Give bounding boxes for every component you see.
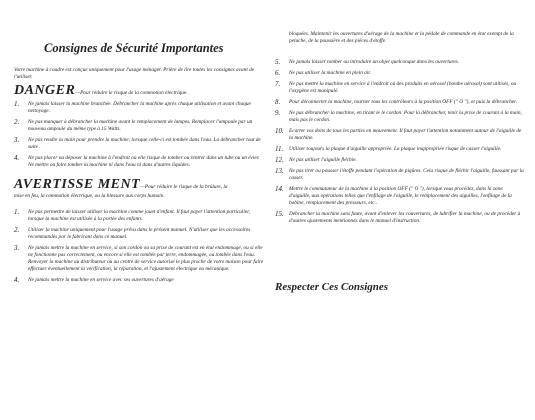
item-number: 3. [14, 136, 20, 144]
list-item [275, 99, 525, 106]
intro-paragraph: Votre machine à coudre est conçue uniquement pour l'usage ménager. Prière de lire toutes les consignes avant de l'utiliser. [14, 67, 255, 80]
continuation-text: bloquées. Maintenir les ouvertures d'aérage de la machine et la pédale de commande en état exempt de la peluche, de la poussière et des pièces d'étoffe. [289, 31, 514, 44]
list-item [275, 186, 525, 207]
item-number: 7. [275, 80, 281, 89]
list-item [275, 81, 525, 95]
item-text: Pour déconnecter la machine, tourner tous les contrôleurs à la position OFF (" O "), et puis la débrancher. [289, 99, 517, 106]
danger-list [14, 101, 266, 173]
item-text: Ne jamais mettre la machine en service, si son cordon ou sa prise de courant est en état endommagé, ou si elle ne fonctionne pas correctement, ou encore si elle est tombée par terre, endommagée, ou tombée dans l'eau. Renvoyer la machine au distributeur ou au centre de service autorisé le plus proche de votre maison pour faire effectuer éventuellement la vérification, la réparation, et l'ajustement électrique ou mécanique. [28, 245, 264, 272]
danger-heading-row [14, 81, 188, 99]
list-item [14, 277, 266, 284]
item-text: Utiliser la machine uniquement pour l'usage prévu dans le présent manuel. N'utiliser que les accessoires recommandés par le fabricant dans ce manuel. [28, 227, 251, 240]
item-number: 14. [275, 185, 284, 194]
item-number: 2. [14, 226, 20, 234]
list-item [14, 245, 266, 273]
warning-heading-row [14, 175, 227, 193]
list-item [14, 137, 266, 151]
list-item [14, 119, 266, 133]
list-item [14, 101, 266, 115]
warning-heading: AVERTISSE MENT [14, 177, 141, 192]
list-item [14, 209, 266, 223]
item-text: Ne pas tirer ou pousser l'étoffe pendant l'opération de piqûres. Cela risque de fléchir l'aiguille, faussant par la casser. [289, 168, 524, 182]
respect-heading: Respecter Ces Consignes [275, 281, 389, 293]
item-text: Mettre le commutateur de la machine à la position OFF (" O "), lorsque vous procédez, dans la zone d'aiguille, aux opérations telles que l'enfilage de l'aiguille, le remplacement des aiguilles, l'enfilage de la bobine, remplacement des presseurs, etc.. [289, 186, 512, 207]
item-text: Ne jamais mettre la machine en service avec ses ouvertures d'aérage [28, 276, 174, 283]
item-text: Ne pas mettre la machine en service à l'endroit où des produits en aérosol (bombe aérosol) sont utilisés, ou l'oxygène est manipulé. [289, 81, 517, 95]
list-item [275, 128, 525, 142]
item-number: 1. [14, 208, 20, 216]
item-text: Ne pas permettre de laisser utiliser la machine comme jouet d'enfant. Il faut payer l'attention particulier, lorsque la machine est utilisée à la portée des enfants. [28, 209, 251, 222]
list-item [275, 146, 525, 153]
item-number: 2. [14, 118, 20, 126]
item-number: 4. [14, 275, 20, 284]
item-number: 8. [275, 98, 281, 107]
item-text: Ne pas débrancher la machine, en tirant le le cordon. Pour la débrancher, tenir la prise de courant à la main, mais pas le cordon. [289, 110, 522, 124]
item-number: 6. [275, 69, 281, 78]
item-text: Débrancher la machine sans faute, avant d'enlever les couvertures, de lubrifier la machine, ou de procéder à d'autres ajustements mentionnés dans le manuel d'instruction. [289, 211, 521, 225]
item-text: Ne jamais laisser tomber ou introduire un objet quelconque dans les ouvertures. [289, 59, 460, 65]
item-text: Ne pas placer ou déposer la machine à l'endroit où elle risque de tomber ou rentrer dans un tube ou un évier. [28, 155, 260, 161]
danger-subtitle: —Pour réduire le risque de la commotion électrique. [75, 90, 188, 96]
item-text: Ne pas manquer à débrancher la machine avant le remplacement de lampes. Remplacer l'ampoule par un nouveau ampoule du même type à 15 Watts. [28, 119, 253, 132]
item-number: 3. [14, 244, 20, 252]
list-item [275, 59, 525, 66]
item-text: Ne jamais laisser la machine branchée. Débrancher la machine après chaque utilisation et avant chaque nettoyage. [28, 101, 251, 114]
item-text: Utiliser toujours la plaque d'aiguille appropriée. La plaque inappropriée risque de casser l'aiguille. [289, 146, 502, 153]
item-number: 10. [275, 127, 284, 136]
item-text: Ne pas utiliser l'aiguille fléchie. [289, 157, 357, 164]
danger-heading: DANGER [14, 83, 76, 98]
item-text: Ecarter vos doits de tous les parties en mouvement. Il faut payer l'attention notamment autour de l'aiguille de la machine. [289, 128, 522, 142]
warning-list-continued [275, 59, 525, 229]
warning-subtitle-line2: mise en feu, la commotion électrique, ou la blessure aux corps humain. [14, 193, 165, 199]
item-extra-text: Ne mettre ou faire tomber la machine ni dans l'eau ni dans d'autres liquides. [28, 161, 191, 168]
list-item [275, 110, 525, 124]
list-item [14, 155, 266, 169]
warning-subtitle: —Pour réduire le risque de la brûlure, la [140, 184, 228, 190]
list-item [275, 168, 525, 182]
item-number: 13. [275, 167, 284, 176]
item-number: 9. [275, 109, 281, 118]
item-number: 4. [14, 154, 20, 162]
list-item [14, 227, 266, 241]
list-item [275, 211, 525, 225]
list-item [275, 157, 525, 164]
item-text: Ne pas utiliser la machine en plein air. [289, 70, 372, 77]
item-number: 12. [275, 156, 284, 165]
item-number: 5. [275, 58, 281, 66]
item-text: Ne pas rendre la main pour prendre la machine, lorsque celle-ci est tombée dans l'eau. La débrancher tout de suite . [28, 137, 261, 150]
warning-list [14, 209, 266, 288]
page-title: Consignes de Sécurité Importantes [44, 41, 224, 55]
item-number: 1. [14, 100, 20, 108]
item-number: 15. [275, 210, 284, 219]
item-number: 11. [275, 145, 284, 154]
list-item [275, 70, 525, 77]
